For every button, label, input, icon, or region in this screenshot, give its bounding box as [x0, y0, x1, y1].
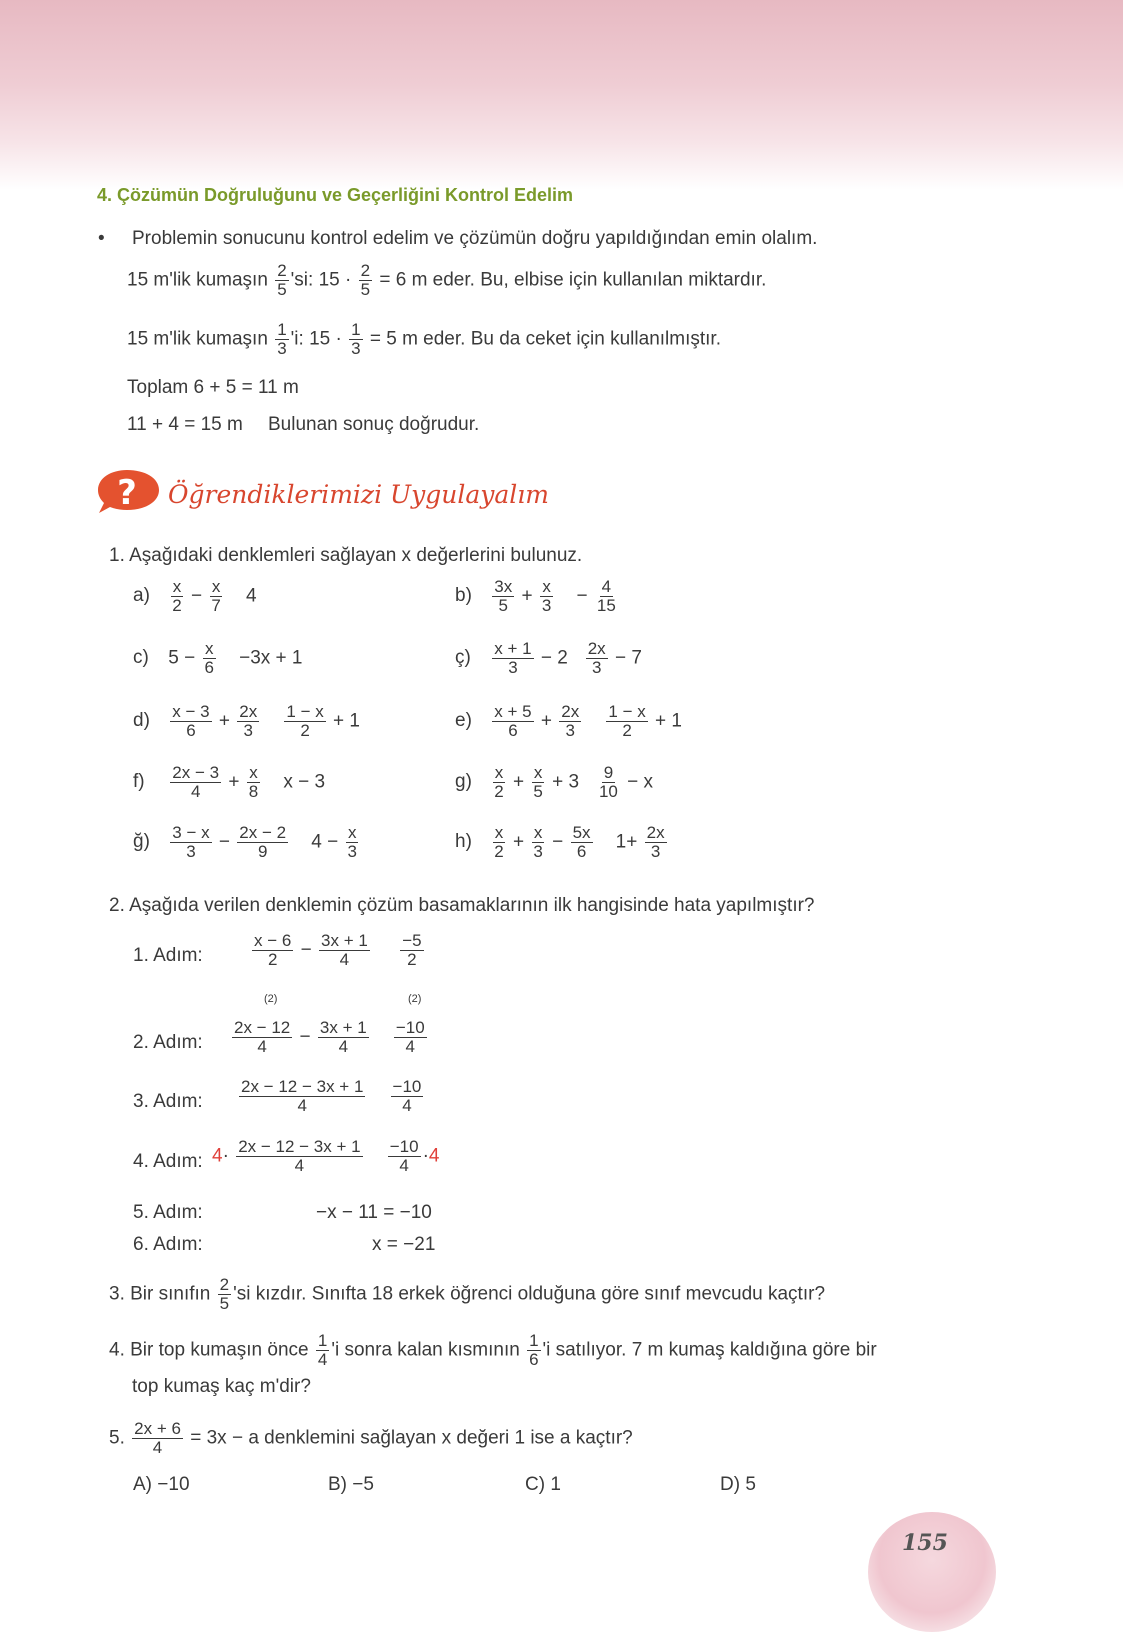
q1-item-cc: ç) $\frac{x + 1}{3}$ − 2 $\frac{2x}{3}$ − 7: [455, 639, 642, 677]
bullet-icon: •: [98, 228, 105, 249]
q1-item-gg: ğ) $\frac{3 - x}{3}$ − $\frac{2x - 2}{9}$ 4 − $\frac{x}{3}$: [133, 823, 357, 861]
q2-step4-eq: 4· $\frac{2x - 12 - 3x + 1}{4}$ $\frac{-10}{4}$ ·4: [212, 1137, 440, 1175]
q2-step1-eq: $\frac{x - 6}{2}$ − $\frac{3x + 1}{4}$ $\frac{-5}{2}$: [254, 931, 422, 969]
q2-step1-mult-2: (2): [408, 993, 422, 1005]
check-line-4a: 11 + 4 = 15 m: [127, 414, 243, 435]
q4: 4. Bir top kumaşın önce $\frac{1}{4}$ 'i sonra kalan kısmının $\frac{1}{6}$ 'i satılıyor. 7 m kumaş kaldığına göre bir: [109, 1331, 877, 1369]
q1-item-b: b) $\frac{3x}{5}$ + $\frac{x}{3}$ − $\frac{4}{15}$: [455, 577, 616, 615]
q1-item-a: a) $\frac{x}{2}$ − $\frac{x}{7}$ 4: [133, 577, 257, 615]
q2-step4-label: 4. Adım:: [133, 1151, 203, 1172]
q5-option-b[interactable]: B) −5: [328, 1474, 374, 1495]
q5-option-c[interactable]: C) 1: [525, 1474, 561, 1495]
q1-item-d: d) $\frac{x - 3}{6}$ + $\frac{2x}{3}$ $\frac{1 - x}{2}$ + 1: [133, 702, 360, 740]
section-title: 4. Çözümün Doğruluğunu ve Geçerliğini Kontrol Edelim: [97, 185, 574, 205]
check-line-1: 15 m'lik kumaşın $\frac{2}{5}$ 'si: 15 · $\frac{2}{5}$ = 6 m eder. Bu, elbise için kullanılan miktardır.: [127, 261, 767, 299]
q1-item-e: e) $\frac{x + 5}{6}$ + $\frac{2x}{3}$ $\frac{1 - x}{2}$ + 1: [455, 702, 682, 740]
q2-step3-eq: $\frac{2x - 12 - 3x + 1}{4}$ $\frac{-10}{4}$: [241, 1077, 422, 1115]
question-bubble-icon: [97, 468, 161, 514]
q5-option-a[interactable]: A) −10: [133, 1474, 190, 1495]
q4-line2: top kumaş kaç m'dir?: [132, 1376, 311, 1397]
bullet-text: Problemin sonucunu kontrol edelim ve çözümün doğru yapıldığından emin olalım.: [132, 228, 818, 249]
q2-step5-eq: −x − 11 = −10: [316, 1202, 432, 1223]
q5: 5. $\frac{2x + 6}{4}$ = 3x − a denklemini sağlayan x değeri 1 ise a kaçtır?: [109, 1419, 633, 1457]
q2-step2-eq: $\frac{2x - 12}{4}$ − $\frac{3x + 1}{4}$ $\frac{-10}{4}$: [234, 1018, 425, 1056]
q1-text: 1. Aşağıdaki denklemleri sağlayan x değerlerini bulunuz.: [109, 545, 583, 566]
q2-step2-label: 2. Adım:: [133, 1032, 203, 1053]
svg-text:?: ?: [117, 473, 137, 513]
header-band: [0, 0, 1123, 190]
check-line-3: Toplam 6 + 5 = 11 m: [127, 377, 299, 398]
q2-step6-label: 6. Adım:: [133, 1234, 203, 1255]
practice-title: Öğrendiklerimizi Uygulayalım: [168, 480, 549, 509]
q2-text: 2. Aşağıda verilen denklemin çözüm basamaklarının ilk hangisinde hata yapılmıştır?: [109, 895, 815, 916]
q1-item-h: h) $\frac{x}{2}$ + $\frac{x}{3}$ − $\frac{5x}{6}$ 1+ $\frac{2x}{3}$: [455, 823, 665, 861]
q2-step1-label: 1. Adım:: [133, 945, 203, 966]
q3: 3. Bir sınıfın $\frac{2}{5}$ 'si kızdır. Sınıfta 18 erkek öğrenci olduğuna göre sınıf mevcudu kaçtır?: [109, 1275, 826, 1313]
check-line-2: 15 m'lik kumaşın $\frac{1}{3}$ 'i: 15 · $\frac{1}{3}$ = 5 m eder. Bu da ceket için kullanılmıştır.: [127, 320, 721, 358]
q2-step6-eq: x = −21: [372, 1234, 436, 1255]
page-number: 155: [902, 1530, 948, 1556]
q2-step3-label: 3. Adım:: [133, 1091, 203, 1112]
check-line-4b: Bulunan sonuç doğrudur.: [268, 414, 480, 435]
q5-option-d[interactable]: D) 5: [720, 1474, 756, 1495]
q2-step5-label: 5. Adım:: [133, 1202, 203, 1223]
q1-item-c: c) 5 − $\frac{x}{6}$ −3x + 1: [133, 639, 303, 677]
q1-item-g: g) $\frac{x}{2}$ + $\frac{x}{5}$ + 3 $\frac{9}{10}$ − x: [455, 763, 654, 801]
q1-item-f: f) $\frac{2x - 3}{4}$ + $\frac{x}{8}$ x − 3: [133, 763, 326, 801]
q2-step1-mult-1: (2): [264, 993, 278, 1005]
